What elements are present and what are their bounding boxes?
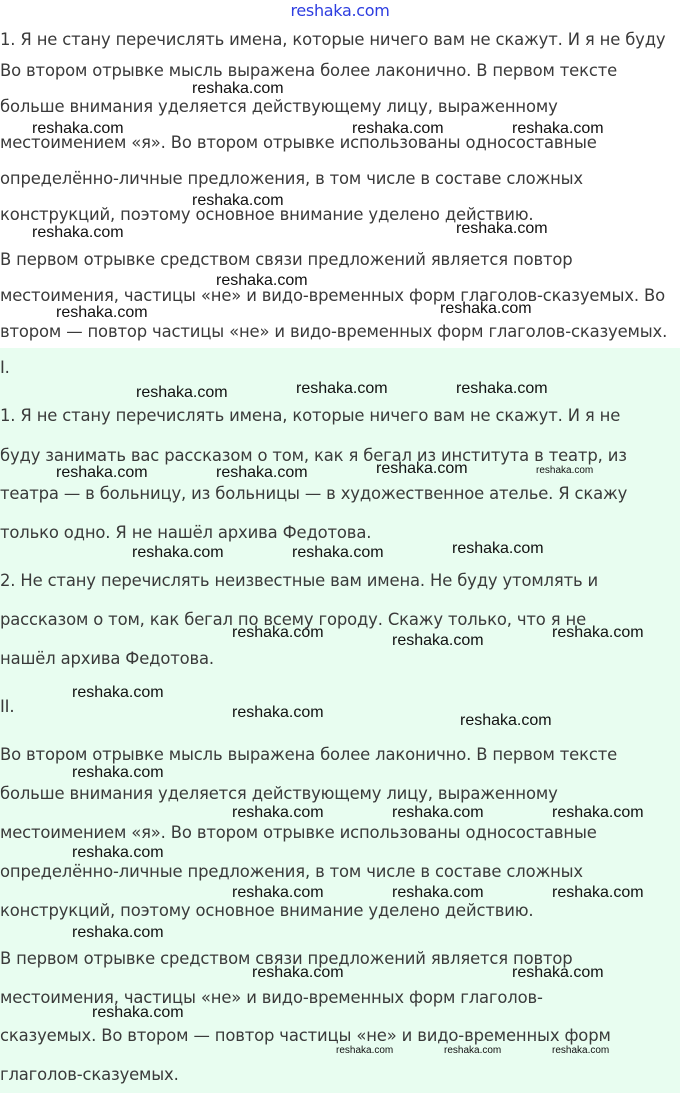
watermark: reshaka.com xyxy=(56,304,148,321)
site-header xyxy=(0,0,680,24)
watermark: reshaka.com xyxy=(32,120,124,137)
watermark: reshaka.com xyxy=(456,380,548,397)
answer-line: определённо-личные предложения, в том числе в составе сложных xyxy=(0,862,583,881)
watermark: reshaka.com xyxy=(56,464,148,481)
answer-line: глаголов-сказуемых. xyxy=(0,1065,179,1084)
answer-line: сказуемых. Во втором — повтор частицы «не» и видо-временных форм xyxy=(0,1026,611,1045)
answer-line: больше внимания уделяется действующему лицу, выраженному xyxy=(0,784,558,803)
site-link[interactable]: reshaka.com xyxy=(290,1,390,20)
answer-line: буду занимать вас рассказом о том, как я бегал из института в театр, из xyxy=(0,446,627,465)
watermark: reshaka.com xyxy=(552,884,644,901)
section-heading: I. xyxy=(0,358,10,377)
watermark: reshaka.com xyxy=(336,1045,394,1056)
answer-line: Во втором отрывке мысль выражена более лаконично. В первом тексте xyxy=(0,745,618,764)
watermark: reshaka.com xyxy=(232,804,324,821)
watermark: reshaka.com xyxy=(460,712,552,729)
watermark: reshaka.com xyxy=(136,384,228,401)
top-line: местоимения, частицы «не» и видо-временных форм глаголов-сказуемых. Во xyxy=(0,286,665,305)
answer-line: нашёл архива Федотова. xyxy=(0,649,214,668)
watermark: reshaka.com xyxy=(296,380,388,397)
watermark: reshaka.com xyxy=(452,540,544,557)
watermark: reshaka.com xyxy=(192,192,284,209)
top-line: Во втором отрывке мысль выражена более лаконично. В первом тексте xyxy=(0,61,618,80)
answer-line: театра — в больницу, из больницы — в художественное ателье. Я скажу xyxy=(0,484,628,503)
watermark: reshaka.com xyxy=(552,624,644,641)
top-line: больше внимания уделяется действующему лицу, выраженному xyxy=(0,97,558,116)
watermark: reshaka.com xyxy=(552,1045,610,1056)
answer-line: местоимением «я». Во втором отрывке использованы односоставные xyxy=(0,823,597,842)
watermark: reshaka.com xyxy=(32,224,124,241)
answer-line: только одно. Я не нашёл архива Федотова. xyxy=(0,523,372,542)
answer-line: местоимения, частицы «не» и видо-временных форм глаголов- xyxy=(0,988,543,1007)
watermark: reshaka.com xyxy=(72,924,164,941)
watermark: reshaka.com xyxy=(72,684,164,701)
top-line: В первом отрывке средством связи предложений является повтор xyxy=(0,250,573,269)
watermark: reshaka.com xyxy=(552,804,644,821)
watermark: reshaka.com xyxy=(232,704,324,721)
watermark: reshaka.com xyxy=(376,460,468,477)
answer-line: В первом отрывке средством связи предложений является повтор xyxy=(0,949,573,968)
answer-line: рассказом о том, как бегал по всему городу. Скажу только, что я не xyxy=(0,610,586,629)
watermark: reshaka.com xyxy=(444,1045,502,1056)
top-line: определённо-личные предложения, в том числе в составе сложных xyxy=(0,169,583,188)
watermark: reshaka.com xyxy=(72,844,164,861)
watermark: reshaka.com xyxy=(216,464,308,481)
watermark: reshaka.com xyxy=(392,884,484,901)
watermark: reshaka.com xyxy=(252,964,344,981)
watermark: reshaka.com xyxy=(392,632,484,649)
watermark: reshaka.com xyxy=(192,80,284,97)
watermark: reshaka.com xyxy=(456,220,548,237)
watermark: reshaka.com xyxy=(72,764,164,781)
top-line: местоимением «я». Во втором отрывке использованы односоставные xyxy=(0,133,597,152)
watermark: reshaka.com xyxy=(232,624,324,641)
answer-line: 1. Я не стану перечислять имена, которые ничего вам не скажут. И я не xyxy=(0,406,621,425)
top-line: конструкций, поэтому основное внимание уделено действию. xyxy=(0,205,534,224)
answer-line: конструкций, поэтому основное внимание уделено действию. xyxy=(0,901,534,920)
watermark: reshaka.com xyxy=(392,804,484,821)
watermark: reshaka.com xyxy=(132,544,224,561)
watermark: reshaka.com xyxy=(512,120,604,137)
watermark: reshaka.com xyxy=(216,272,308,289)
top-line: втором — повтор частицы «не» и видо-временных форм глаголов-сказуемых. xyxy=(0,322,668,341)
top-line: 1. Я не стану перечислять имена, которые ничего вам не скажут. И я не буду xyxy=(0,30,666,49)
watermark: reshaka.com xyxy=(512,964,604,981)
watermark: reshaka.com xyxy=(92,1004,184,1021)
section-heading: II. xyxy=(0,697,15,716)
watermark: reshaka.com xyxy=(536,465,594,476)
watermark: reshaka.com xyxy=(440,300,532,317)
watermark: reshaka.com xyxy=(292,544,384,561)
watermark: reshaka.com xyxy=(352,120,444,137)
answer-line: 2. Не стану перечислять неизвестные вам имена. Не буду утомлять и xyxy=(0,571,599,590)
watermark: reshaka.com xyxy=(232,884,324,901)
